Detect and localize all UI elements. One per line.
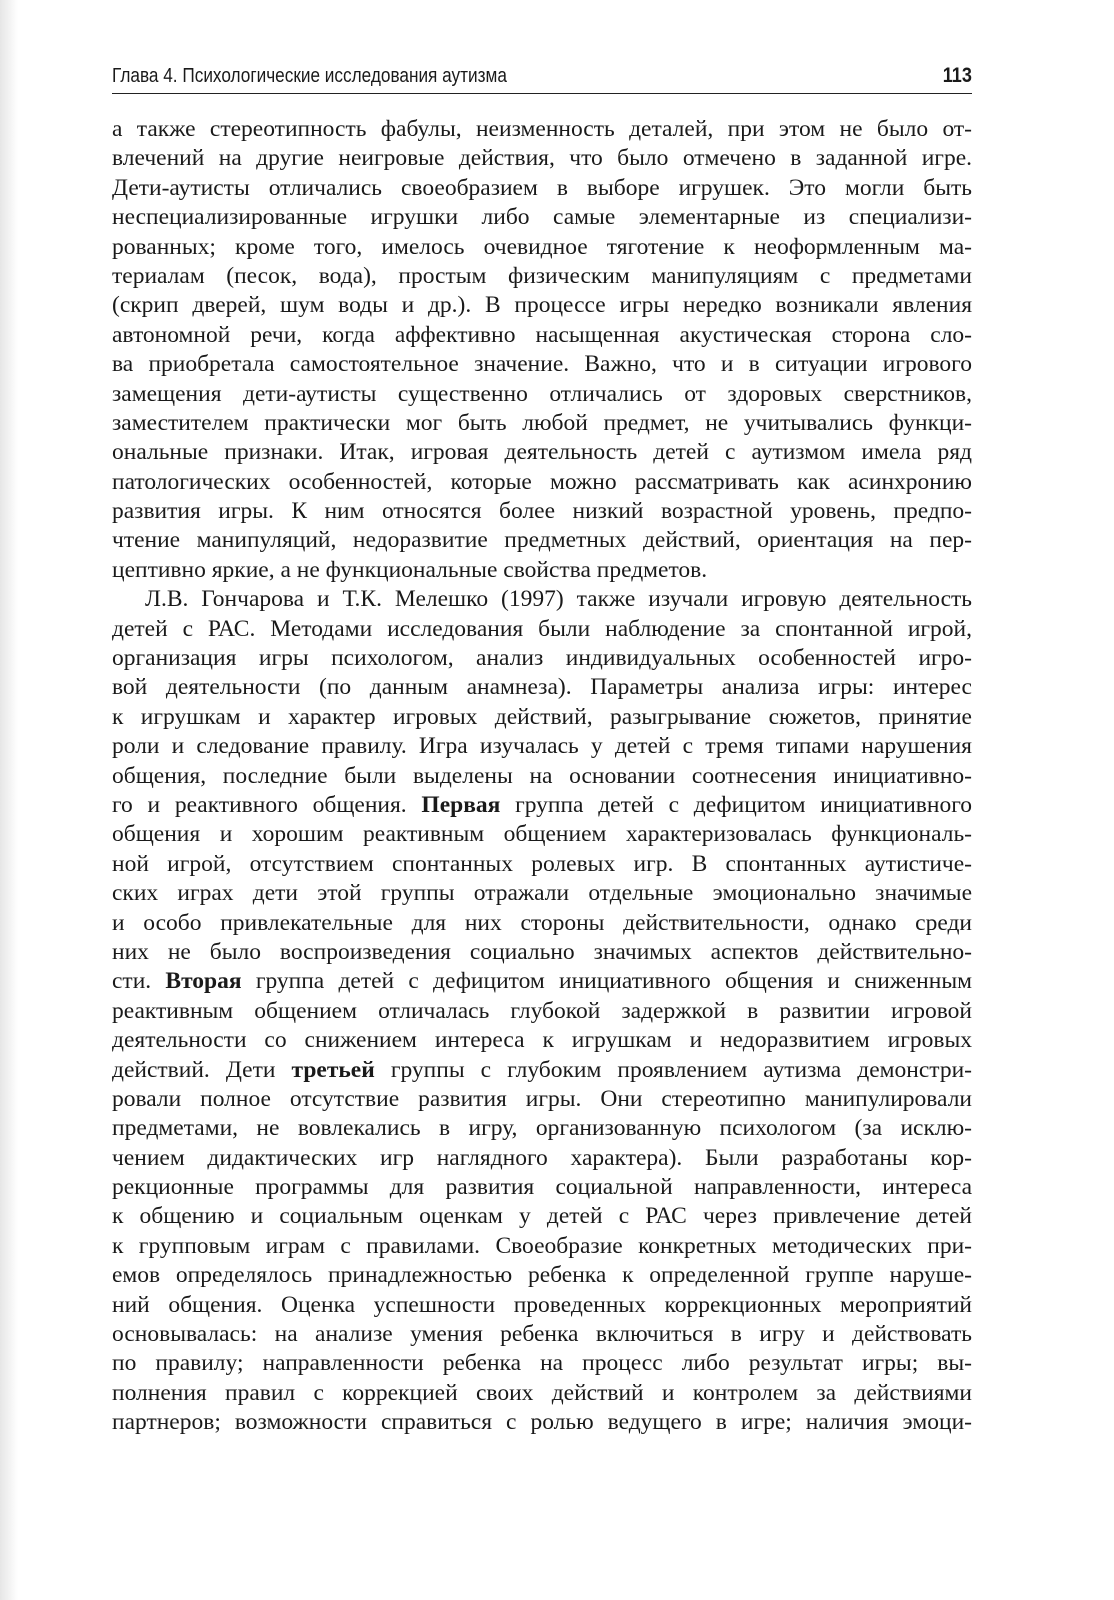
text-line: Дети-аутисты отличались своеобразием в выборе игрушек. Это могли быть bbox=[112, 174, 972, 201]
text-line: деятельности со снижением интереса к игрушкам и недоразвитием игровых bbox=[112, 1027, 972, 1054]
text-line: рекционные программы для развития социальной направленности, интереса bbox=[112, 1174, 972, 1201]
text-line: ровали полное отсутствие развития игры. Они стереотипно манипулировали bbox=[112, 1085, 972, 1112]
text-line: заместителем практически мог быть любой предмет, не учитывались функци- bbox=[112, 409, 972, 436]
text-line: к групповым играм с правилами. Своеобразие конкретных методических при- bbox=[112, 1232, 972, 1259]
text-line bbox=[112, 967, 972, 996]
text-line: роли и следование правилу. Игра изучалась у детей с тремя типами нарушения bbox=[112, 733, 972, 760]
text-line: емов определялось принадлежностью ребенка к определенной группе наруше- bbox=[112, 1262, 972, 1289]
text-line: териалам (песок, вода), простым физическим манипуляциям с предметами bbox=[112, 262, 972, 289]
text-line: (скрип дверей, шум воды и др.). В процессе игры нередко возникали явления bbox=[112, 292, 972, 319]
running-head bbox=[112, 63, 972, 94]
text-span: действий. Дети bbox=[112, 1056, 292, 1083]
text-line: основывалась: на анализе умения ребенка включиться в игру и действовать bbox=[112, 1321, 972, 1348]
bold-term: Первая bbox=[421, 791, 501, 818]
text-span: группы с глубоким проявлением аутизма демонстри- bbox=[374, 1056, 972, 1083]
text-line: развития игры. К ним относятся более низкий возрастной уровень, предпо- bbox=[112, 498, 972, 525]
text-line: неспециализированные игрушки либо самые элементарные из специализи- bbox=[112, 204, 972, 231]
text-span: группа детей с дефицитом инициативного bbox=[500, 791, 973, 818]
text-line: партнеров; возможности справиться с ролью ведущего в игре; наличия эмоци- bbox=[112, 1409, 972, 1436]
text-span: группа детей с дефицитом инициативного общения и сниженным bbox=[241, 968, 972, 995]
text-line: ва приобретала самостоятельное значение. Важно, что и в ситуации игрового bbox=[112, 351, 972, 378]
text-line: ских играх дети этой группы отражали отдельные эмоционально значимые bbox=[112, 880, 972, 907]
text-span: сти. bbox=[112, 968, 166, 995]
text-line: ной игрой, отсутствием спонтанных ролевых игр. В спонтанных аутистиче- bbox=[112, 850, 972, 877]
text-line: патологических особенностей, которые можно рассматривать как асинхронию bbox=[112, 468, 972, 495]
text-line: цептивно яркие, а не функциональные свойства предметов. bbox=[112, 556, 708, 583]
text-line bbox=[112, 791, 972, 820]
body-text bbox=[112, 115, 972, 1438]
running-title: Глава 4. Психологические исследования аутизма bbox=[112, 65, 507, 87]
bold-term: Вторая bbox=[165, 968, 242, 995]
text-line: реактивным общением отличалась глубокой задержкой в развитии игровой bbox=[112, 997, 972, 1024]
text-line: детей с РАС. Методами исследования были наблюдение за спонтанной игрой, bbox=[112, 615, 972, 642]
text-line: а также стереотипность фабулы, неизменность деталей, при этом не было от- bbox=[112, 116, 972, 142]
text-line: к игрушкам и характер игровых действий, разыгрывание сюжетов, принятие bbox=[112, 703, 972, 730]
page-number: 113 bbox=[942, 64, 972, 87]
text-line: влечений на другие неигровые действия, что было отмечено в заданной игре. bbox=[112, 145, 972, 172]
bold-term: третьей bbox=[291, 1056, 375, 1083]
text-line: вой деятельности (по данным анамнеза). Параметры анализа игры: интерес bbox=[112, 674, 972, 701]
text-line: предметами, не вовлекались в игру, организованную психологом (за исклю- bbox=[112, 1115, 972, 1142]
text-line: общения, последние были выделены на основании соотнесения инициативно- bbox=[112, 762, 972, 789]
text-line: ональные признаки. Итак, игровая деятельность детей с аутизмом имела ряд bbox=[112, 439, 972, 466]
text-line: чтение манипуляций, недоразвитие предметных действий, ориентация на пер- bbox=[112, 527, 972, 554]
text-line: организация игры психологом, анализ индивидуальных особенностей игро- bbox=[112, 645, 972, 672]
text-line: и особо привлекательные для них стороны действительности, однако среди bbox=[112, 909, 972, 936]
text-line: них не было воспроизведения социально значимых аспектов действительно- bbox=[112, 938, 972, 965]
text-line: рованных; кроме того, имелось очевидное тяготение к неоформленным ма- bbox=[112, 233, 972, 260]
scan-edge-shadow bbox=[0, 0, 18, 1600]
text-line bbox=[112, 1056, 972, 1085]
text-line: по правилу; направленности ребенка на процесс либо результат игры; вы- bbox=[112, 1350, 972, 1377]
text-line: замещения дети-аутисты существенно отличались от здоровых сверстников, bbox=[112, 380, 972, 407]
text-line: общения и хорошим реактивным общением характеризовалась функциональ- bbox=[112, 821, 972, 848]
text-line: полнения правил с коррекцией своих действий и контролем за действиями bbox=[112, 1379, 972, 1406]
text-line: ний общения. Оценка успешности проведенных коррекционных мероприятий bbox=[112, 1291, 972, 1318]
text-line: к общению и социальным оценкам у детей с РАС через привлечение детей bbox=[112, 1203, 972, 1230]
text-span: го и реактивного общения. bbox=[112, 791, 422, 818]
text-line: Л.В. Гончарова и Т.К. Мелешко (1997) также изучали игровую деятельность bbox=[145, 586, 972, 613]
text-line: чением дидактических игр наглядного характера). Были разработаны кор- bbox=[112, 1144, 972, 1171]
text-line: автономной речи, когда аффективно насыщенная акустическая сторона сло- bbox=[112, 321, 972, 348]
